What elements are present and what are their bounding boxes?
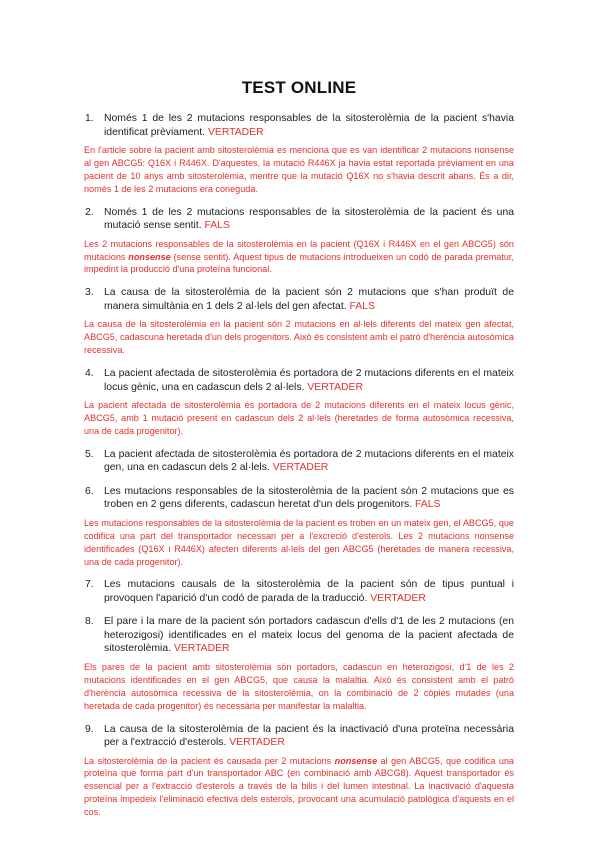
statement-text: El pare i la mare de la pacient són portadors cadascun d'ells d'1 de les 2 mutacions (en heterozigosi) identificades en el mateix locus del genoma de la pacient afectada de sitosterolèmia. <box>104 616 514 655</box>
question-8 <box>84 615 514 712</box>
question-2 <box>84 206 514 277</box>
explanation-text: La causa de la sitosterolèmia en la pacient són 2 mutacions en al·lels diferents del mateix gen afectat, ABCG5, cadascuna heretada d'un dels progenitors. Això és consistent amb el patró d'herència autosòmica recessiva. <box>84 319 514 356</box>
statement-text: La pacient afectada de sitosterolèmia és portadora de 2 mutacions diferents en el mateix gen, una en cadascun dels 2 al·lels. <box>104 448 514 474</box>
question-number: 9. <box>85 723 94 735</box>
verdict-label: VERTADER <box>173 643 230 655</box>
question-number: 1. <box>85 113 94 124</box>
verdict-label: VERTADER <box>272 462 329 474</box>
question-number: 3. <box>85 287 94 299</box>
statement-text: Només 1 de les 2 mutacions responsables de la sitosterolèmia de la pacient s'havia identificat prèviament. <box>104 113 514 138</box>
statement-text: La pacient afectada de sitosterolèmia és portadora de 2 mutacions diferents en el mateix locus gènic, una en cadascun dels 2 al·lels. <box>104 368 514 393</box>
question-statement <box>84 112 514 139</box>
verdict-label: VERTADER <box>207 126 264 138</box>
question-number: 4. <box>85 368 94 380</box>
verdict-label: VERTADER <box>229 737 285 749</box>
question-statement <box>84 206 514 233</box>
question-4 <box>84 367 514 438</box>
question-number: 5. <box>85 448 94 460</box>
question-statement <box>84 448 514 475</box>
question-statement <box>84 485 514 512</box>
question-number: 8. <box>85 616 94 628</box>
verdict-label: VERTADER <box>307 381 363 393</box>
emphasis-term: nonsense <box>334 755 378 766</box>
question-statement <box>84 723 514 750</box>
explanation-text: La pacient afectada de sitosterolèmia és portadora de 2 mutacions diferents en el mateix locus gènic, ABCG5, amb 1 mutació present en cadascun dels 2 al·lels (heretades de forma autosòmica recessiva, una de cada progenitor). <box>84 400 514 436</box>
question-5 <box>84 448 514 475</box>
question-statement <box>84 367 514 394</box>
question-statement <box>84 286 514 313</box>
statement-text: Només 1 de les 2 mutacions responsables de la sitosterolèmia de la pacient és una mutació sense sentit. <box>104 206 514 232</box>
question-3 <box>84 286 514 357</box>
explanation-text: Els pares de la pacient amb sitosterolèmia són portadors, cadascun en heterozigosi, d'1 de les 2 mutacions identificades en el gen ABCG5, que causa la malaltia. Això és consistent amb el patró d'herència autosòmica recessiva de la sitosterolèmia, on la combinació de 2 còpies mutades (una heretada de cada progenitor) és necessària per manifestar la malaltia. <box>84 661 514 711</box>
question-statement <box>84 578 514 605</box>
question-7 <box>84 578 514 605</box>
question-number: 7. <box>85 579 94 591</box>
question-1 <box>84 112 514 196</box>
statement-text: La causa de la sitosterolèmia de la pacient són 2 mutacions que s'han produït de manera simultània en 1 dels 2 al·lels del gen afectat. <box>104 287 514 312</box>
verdict-label: FALS <box>415 499 441 511</box>
page-title: TEST ONLINE <box>241 78 357 97</box>
question-number: 2. <box>85 206 94 218</box>
statement-text: La causa de la sitosterolèmia de la pacient és la inactivació d'una proteïna necessària per a l'extracció d'esterols. <box>104 723 514 749</box>
verdict-label: FALS <box>349 300 375 312</box>
statement-text: Les mutacions causals de la sitosterolèmia de la pacient són de tipus puntual i provoquen l'aparició d'un codó de parada de la traducció. <box>104 579 514 604</box>
explanation-text: La sitosterolèmia de la pacient és causada per 2 mutacions nonsense al gen ABCG5, que codifica una proteïna que forma part d'un transportador ABC (en combinació amb ABCG8). Aquest transportador és essencial per a l'extracció d'esterols a través de la bilis i del lumen intestinal. La inactivació d'aquesta proteïna impedeix l'eliminació efectiva dels esterols, provocant una acumulació patològica d'aquests en el cos. <box>84 755 514 818</box>
explanation-text: Les mutacions responsables de la sitosterolèmia de la pacient es troben en un mateix gen, el ABCG5, que codifica una part del transportador necessari per a l'excreció d'esterols. Les 2 mutacions nonsense identificades (Q16X i R446X) afecten diferents al·lels del gen ABCG5 (heretades de manera recessiva, una de cada progenitor). <box>84 517 514 567</box>
question-number: 6. <box>85 485 94 497</box>
emphasis-term: nonsense <box>128 251 171 262</box>
verdict-label: FALS <box>204 220 230 232</box>
verdict-label: VERTADER <box>370 592 426 604</box>
question-statement <box>84 615 514 656</box>
explanation-text: En l'article sobre la pacient amb sitosterolèmia es menciona que es van identificar 2 mutacions nonsense al gen ABCG5: Q16X i R446X. D'aquestes, la mutació R446X ja havia estat reportada prèviament en una pacient de 10 anys amb sitosterolèmia, mentre que la mutació Q16X no s'havia descrit abans. És a dir, només 1 de les 2 mutacions era coneguda. <box>84 145 514 194</box>
statement-text: Les mutacions responsables de la sitosterolèmia de la pacient són 2 mutacions que es troben en 2 gens diferents, cadascun heretat d'un dels progenitors. <box>104 485 514 511</box>
explanation-text: Les 2 mutacions responsables de la sitosterolèmia en la pacient (Q16X i R446X en el gen ABCG5) són mutacions nonsense (sense sentit). Aquest tipus de mutacions introdueixen un codó de parada prematur, impedint la producció d'una proteïna funcional. <box>84 238 514 275</box>
question-6 <box>84 485 514 569</box>
question-9 <box>84 723 514 820</box>
